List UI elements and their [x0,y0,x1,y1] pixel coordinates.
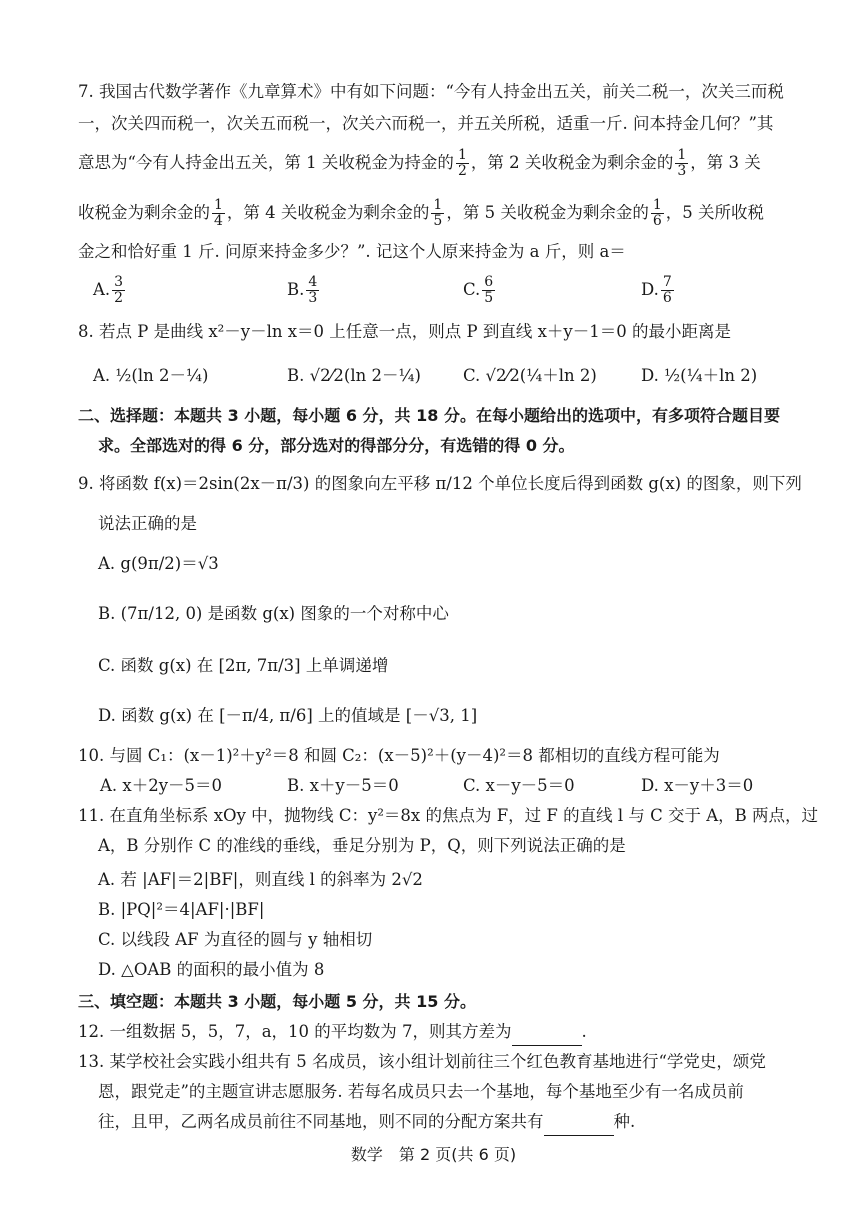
q7-option-a: A. $\frac{3}{2}$ [93,274,124,306]
q8-option-d: D. ½(¼＋ln 2) [641,366,758,385]
q7-line3 [78,148,807,179]
q7-line4c: ，第 5 关收税金为剩余金的 [446,203,649,222]
q11-option-a: A. 若 |AF|＝2|BF|，则直线 l 的斜率为 2√2 [98,870,423,889]
fraction-third: $\frac{1}{3}$ [677,147,687,179]
q11-option-b: B. |PQ|²＝4|AF|·|BF| [98,900,265,919]
q10-option-d: D. x－y＋3＝0 [641,776,754,795]
q8-option-b: B. √2⁄2(ln 2－¼) [287,366,421,385]
q13-line1: 13. 某学校社会实践小组共有 5 名成员，该小组计划前往三个红色教育基地进行“学党史，颂党 [78,1052,766,1071]
fraction-fifth: $\frac{1}{5}$ [433,197,443,229]
q7-line4b: ，第 4 关收税金为剩余金的 [226,203,430,222]
q7-line3c: ，第 3 关 [690,153,761,172]
q7-line2: 一，次关四而税一，次关五而税一，次关六而税一，并五关所税，适重一斤. 问本持金几何？”其 [78,114,774,133]
q13-line2: 恩，跟党走”的主题宣讲志愿服务. 若每名成员只去一个基地，每个基地至少有一名成员前 [98,1082,744,1101]
q11-option-c: C. 以线段 AF 为直径的圆与 y 轴相切 [98,930,373,949]
q9-line1: 9. 将函数 f(x)＝2sin(2x－π/3) 的图象向左平移 π/12 个单位长度后得到函数 g(x) 的图象，则下列 [78,474,802,493]
q10-option-c: C. x－y－5＝0 [463,776,575,795]
fraction-quarter: $\frac{1}{4}$ [214,197,223,229]
q7-line4 [78,198,807,229]
q11-line1: 11. 在直角坐标系 xOy 中，抛物线 C：y²＝8x 的焦点为 F，过 F 的直线 l 与 C 交于 A，B 两点，过 [78,806,819,825]
q9-option-b: B. (7π/12, 0) 是函数 g(x) 图象的一个对称中心 [98,604,449,623]
q9-option-d: D. 函数 g(x) 在 [－π/4, π/6] 上的值域是 [－√3, 1] [98,706,478,725]
q7-line4a: 收税金为剩余金的 [78,203,210,222]
page-footer: 数学 第 2 页(共 6 页) [350,1145,517,1164]
answer-blank [512,1029,582,1046]
q9-line2: 说法正确的是 [98,514,197,533]
section2-heading-line2: 求。全部选对的得 6 分，部分选对的得部分分，有选错的得 0 分。 [98,436,575,455]
q13-line3: 往，且甲，乙两名成员前往不同基地，则不同的分配方案共有 种. [98,1108,807,1136]
q10-option-a: A. x＋2y－5＝0 [100,776,223,795]
q7-line3b: ，第 2 关收税金为剩余金的 [470,153,674,172]
q7-line5: 金之和恰好重 1 斤. 问原来持金多少？”. 记这个人原来持金为 a 斤，则 a＝ [78,242,626,261]
q10-stem: 10. 与圆 C₁：(x－1)²＋y²＝8 和圆 C₂：(x－5)²＋(y－4)²＝8 都相切的直线方程可能为 [78,746,720,765]
fraction-sixth: $\frac{1}{6}$ [652,197,662,229]
q8-option-c: C. √2⁄2(¼＋ln 2) [463,366,597,385]
q11-line2: A，B 分别作 C 的准线的垂线，垂足分别为 P，Q，则下列说法正确的是 [98,836,626,855]
q7-line3a: 意思为“今有人持金出五关，第 1 关收税金为持金的 [78,153,454,172]
q10-option-b: B. x＋y－5＝0 [287,776,399,795]
section2-heading-line1: 二、选择题：本题共 3 小题，每小题 6 分，共 18 分。在每小题给出的选项中，有多项符合题目要 [78,406,780,425]
q7-option-b: B. $\frac{4}{3}$ [287,274,318,306]
section3-heading: 三、填空题：本题共 3 小题，每小题 5 分，共 15 分。 [78,992,476,1011]
q7-line1: 7. 我国古代数学著作《九章算术》中有如下问题：“今有人持金出五关，前关二税一，次关三而税 [78,82,784,101]
q9-option-c: C. 函数 g(x) 在 [2π, 7π/3] 上单调递增 [98,656,389,675]
answer-blank [544,1119,614,1136]
q11-option-d: D. △OAB 的面积的最小值为 8 [98,960,325,979]
q7-line4d: ，5 关所收税 [665,203,765,222]
q7-option-c: C. $\frac{6}{5}$ [463,274,494,306]
q12: 12. 一组数据 5，5，7，a，10 的平均数为 7，则其方差为 . [78,1018,807,1046]
q9-option-a: A. g(9π/2)＝√3 [98,554,219,573]
q7-option-d: D. $\frac{7}{6}$ [641,274,672,306]
fraction-half: $\frac{1}{2}$ [457,147,467,179]
q8-stem: 8. 若点 P 是曲线 x²－y－ln x＝0 上任意一点，则点 P 到直线 x＋y－1＝0 的最小距离是 [78,322,731,341]
q8-option-a: A. ½(ln 2－¼) [93,366,209,385]
